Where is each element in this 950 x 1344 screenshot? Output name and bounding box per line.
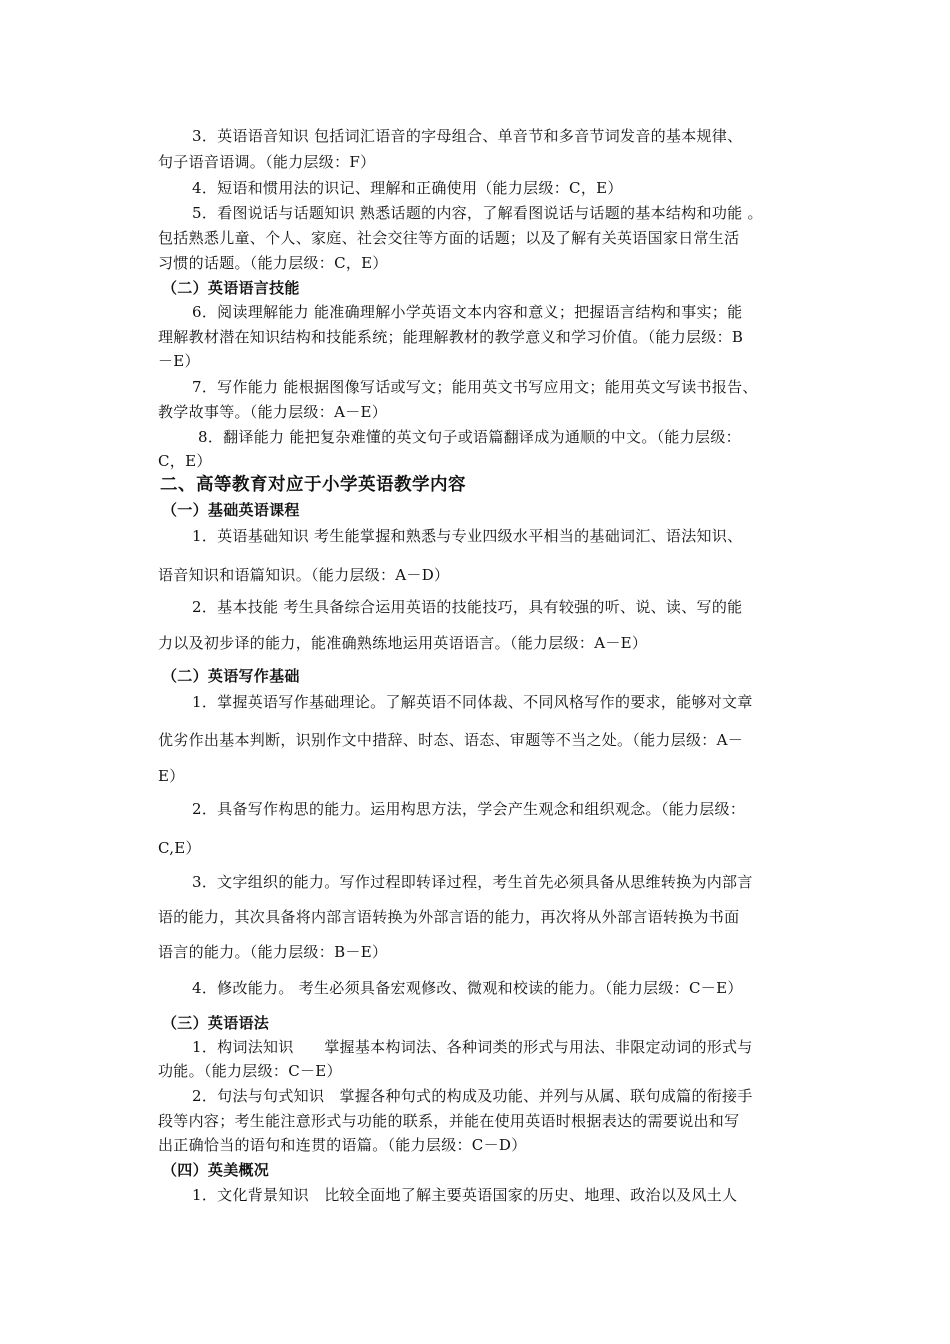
text-line: E） — [158, 767, 185, 785]
text-line: 2．基本技能 考生具备综合运用英语的技能技巧，具有较强的听、说、读、写的能 — [192, 598, 743, 616]
section-heading: （一）基础英语课程 — [162, 501, 300, 519]
text-line: 理解教材潜在知识结构和技能系统；能理解教材的教学意义和学习价值。（能力层级：B — [158, 328, 744, 346]
text-line: 7．写作能力 能根据图像写话或写文；能用英文书写应用文；能用英文写读书报告、 — [192, 378, 758, 396]
section-heading: （二）英语写作基础 — [162, 667, 300, 685]
text-line: 3．英语语音知识 包括词汇语音的字母组合、单音节和多音节词发音的基本规律、 — [192, 127, 743, 145]
text-line: C，E） — [158, 452, 212, 470]
text-line: 功能。（能力层级：C－E） — [158, 1062, 342, 1080]
text-line: 优劣作出基本判断，识别作文中措辞、时态、语态、审题等不当之处。（能力层级：A－ — [158, 731, 744, 749]
text-line: 语言的能力。（能力层级：B－E） — [158, 943, 388, 961]
section-heading: （四）英美概况 — [162, 1161, 270, 1179]
text-line: 1．构词法知识 掌握基本构词法、各种词类的形式与用法、非限定动词的形式与 — [192, 1038, 753, 1056]
text-line: 语音知识和语篇知识。（能力层级：A－D） — [158, 566, 450, 584]
text-line: 1．英语基础知识 考生能掌握和熟悉与专业四级水平相当的基础词汇、语法知识、 — [192, 527, 743, 545]
text-line: 力以及初步译的能力，能准确熟练地运用英语语言。（能力层级：A－E） — [158, 634, 648, 652]
text-line: 包括熟悉儿童、个人、家庭、社会交往等方面的话题；以及了解有关英语国家日常生活 — [158, 229, 740, 247]
text-line: 1．掌握英语写作基础理论。了解英语不同体裁、不同风格写作的要求，能够对文章 — [192, 693, 753, 711]
text-line: 段等内容；考生能注意形式与功能的联系，并能在使用英语时根据表达的需要说出和写 — [158, 1112, 740, 1130]
text-line: 4．短语和惯用法的识记、理解和正确使用（能力层级：C，E） — [192, 179, 623, 197]
text-line: 出正确恰当的语句和连贯的语篇。（能力层级：C－D） — [158, 1136, 527, 1154]
section-heading: （二）英语语言技能 — [162, 279, 300, 297]
text-line: 4．修改能力。 考生必须具备宏观修改、微观和校读的能力。（能力层级：C－E） — [192, 979, 743, 997]
text-line: 句子语音语调。（能力层级：F） — [158, 153, 376, 171]
text-line: 2．具备写作构思的能力。运用构思方法，学会产生观念和组织观念。（能力层级： — [192, 800, 746, 818]
section-heading: （三）英语语法 — [162, 1014, 270, 1032]
text-line: 8．翻译能力 能把复杂难懂的英文句子或语篇翻译成为通顺的中文。（能力层级： — [198, 428, 741, 446]
chapter-heading: 二、高等教育对应于小学英语教学内容 — [160, 475, 466, 495]
text-line: 教学故事等。（能力层级：A－E） — [158, 403, 388, 421]
text-line: 5．看图说话与话题知识 熟悉话题的内容，了解看图说话与话题的基本结构和功能 。 — [192, 204, 763, 222]
text-line: 习惯的话题。（能力层级：C，E） — [158, 254, 388, 272]
text-line: 2．句法与句式知识 掌握各种句式的构成及功能、并列与从属、联句成篇的衔接手 — [192, 1087, 753, 1105]
text-line: 6．阅读理解能力 能准确理解小学英语文本内容和意义；把握语言结构和事实；能 — [192, 303, 743, 321]
text-line: 1．文化背景知识 比较全面地了解主要英语国家的历史、地理、政治以及风土人 — [192, 1186, 738, 1204]
text-line: C,E） — [158, 839, 201, 857]
text-line: 3．文字组织的能力。写作过程即转译过程，考生首先必须具备从思维转换为内部言 — [192, 873, 753, 891]
text-line: 语的能力，其次具备将内部言语转换为外部言语的能力，再次将从外部言语转换为书面 — [158, 908, 740, 926]
text-line: －E） — [158, 352, 200, 370]
